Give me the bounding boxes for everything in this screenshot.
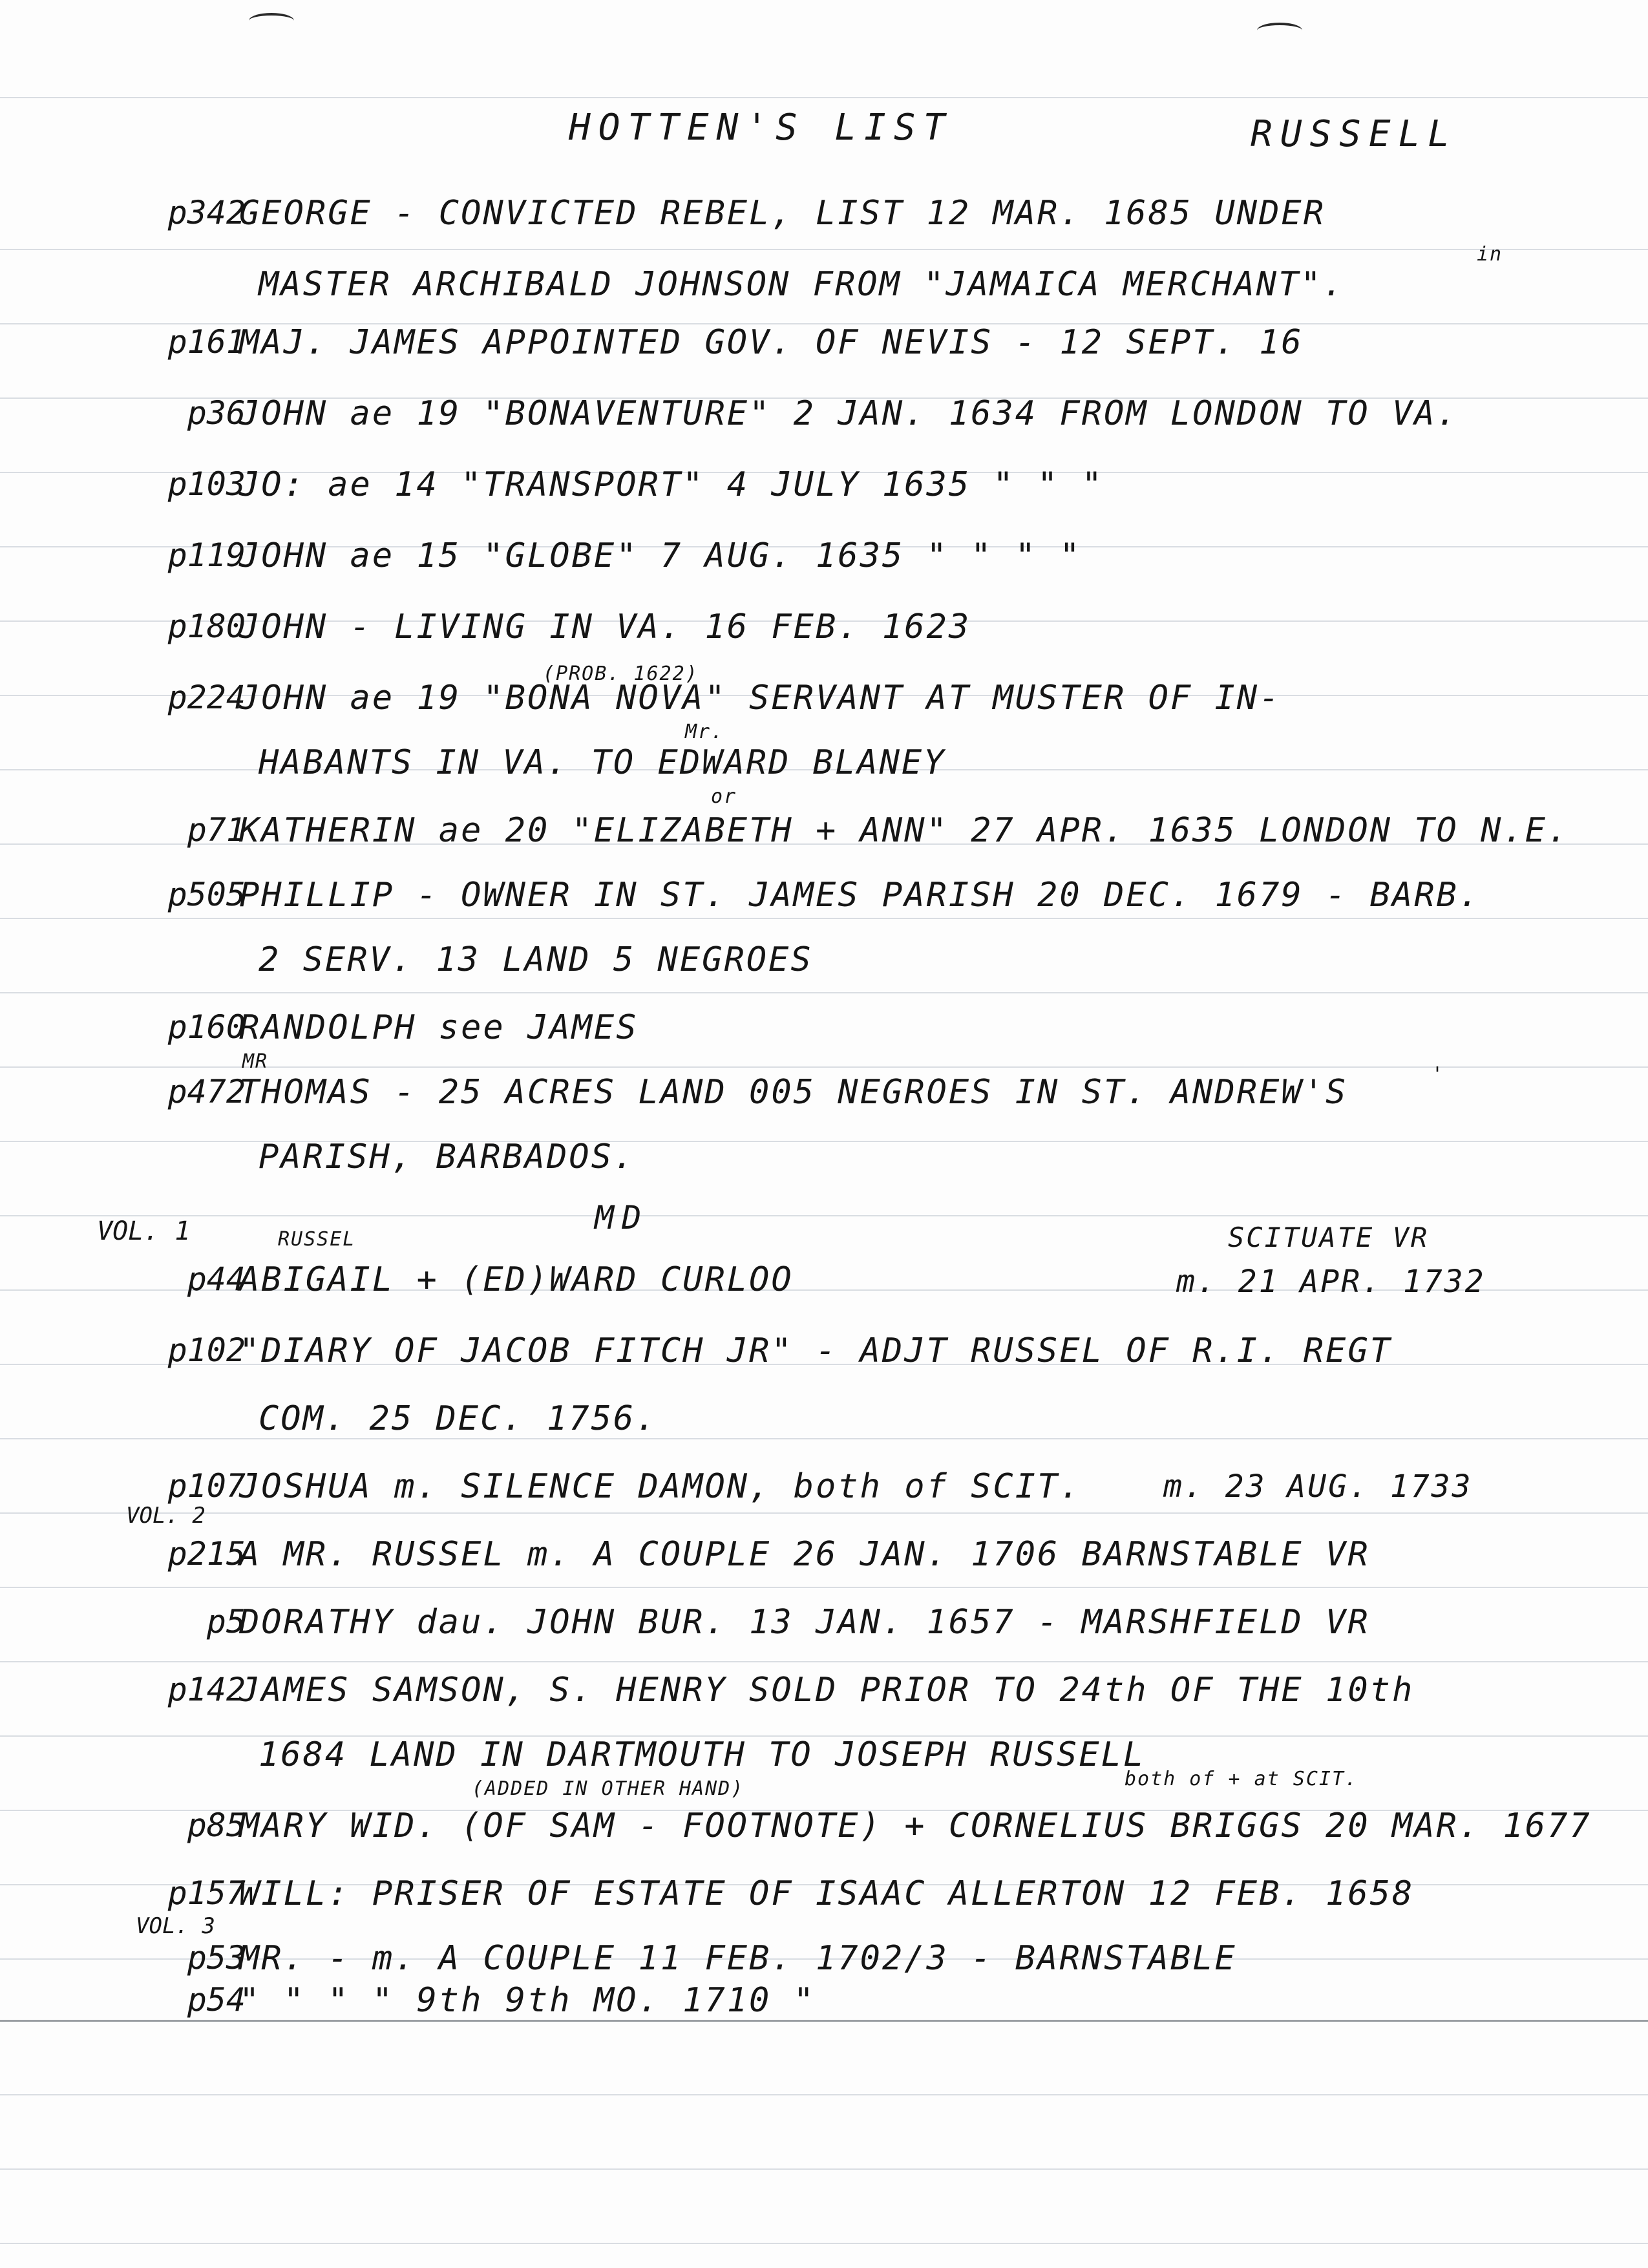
entry-text: JOHN ae 19 "BONA NOVA" SERVANT AT MUSTER OF IN- bbox=[239, 679, 1282, 717]
list-item bbox=[0, 465, 1648, 530]
list-item bbox=[0, 323, 1648, 388]
list-item bbox=[0, 1138, 1648, 1202]
residence-note: both of + at SCIT. bbox=[1125, 1768, 1358, 1790]
page-reference: p215 bbox=[167, 1535, 246, 1573]
entry-text: ABIGAIL + (ED)WARD CURLOO bbox=[239, 1260, 794, 1299]
entry-text: THOMAS - 25 ACRES LAND 005 NEGROES IN ST. ANDREW'S bbox=[239, 1073, 1348, 1112]
entry-text: MASTER ARCHIBALD JOHNSON FROM "JAMAICA MERCHANT". bbox=[259, 265, 1346, 304]
entry-text: JAMES SAMSON, S. HENRY SOLD PRIOR TO 24th OF THE 10th bbox=[239, 1671, 1415, 1710]
page-reference: p71 bbox=[187, 811, 246, 849]
page-reference: p85 bbox=[187, 1807, 246, 1844]
entry-text: MR. - m. A COUPLE 11 FEB. 1702/3 - BARNSTABLE bbox=[239, 1939, 1237, 1978]
entry-text: A MR. RUSSEL m. A COUPLE 26 JAN. 1706 BARNSTABLE VR bbox=[239, 1535, 1370, 1574]
list-item bbox=[0, 1399, 1648, 1464]
page-reference: p505 bbox=[167, 876, 246, 913]
page-reference: p224 bbox=[167, 679, 246, 716]
list-item bbox=[0, 743, 1648, 808]
insertion-note: in bbox=[1477, 243, 1503, 266]
list-item bbox=[0, 1603, 1648, 1668]
page-reference: p160 bbox=[167, 1008, 246, 1046]
ruled-line bbox=[0, 97, 1648, 98]
page-reference: p142 bbox=[167, 1671, 246, 1708]
entry-text: JOHN ae 15 "GLOBE" 7 AUG. 1635 " " " " bbox=[239, 536, 1082, 575]
page-reference: p180 bbox=[167, 608, 246, 645]
ruled-line bbox=[0, 2168, 1648, 2170]
insertion-note: MR bbox=[242, 1050, 269, 1073]
ruled-line bbox=[0, 2243, 1648, 2244]
entry-text: WILL: PRISER OF ESTATE OF ISAAC ALLERTON 12 FEB. 1658 bbox=[239, 1874, 1415, 1913]
volume-label: VOL. 2 bbox=[126, 1503, 206, 1529]
list-item bbox=[0, 679, 1648, 743]
page-reference: p36 bbox=[187, 394, 246, 432]
list-item bbox=[0, 940, 1648, 1005]
insertion-note: or bbox=[711, 785, 737, 808]
binder-mark bbox=[249, 13, 294, 28]
entry-text: JO: ae 14 "TRANSPORT" 4 JULY 1635 " " " bbox=[239, 465, 1104, 504]
entry-text: JOHN - LIVING IN VA. 16 FEB. 1623 bbox=[239, 608, 971, 646]
entry-text: "DIARY OF JACOB FITCH JR" - ADJT RUSSEL OF R.I. REGT bbox=[239, 1331, 1392, 1370]
page-reference: p102 bbox=[167, 1331, 246, 1369]
entry-text: HABANTS IN VA. TO EDWARD BLANEY bbox=[259, 743, 946, 782]
apostrophe-note: ' bbox=[1431, 1063, 1445, 1086]
entry-text: COM. 25 DEC. 1756. bbox=[259, 1399, 658, 1438]
entry-text: JOSHUA m. SILENCE DAMON, both of SCIT. bbox=[239, 1467, 1082, 1506]
entry-text: MARY WID. (OF SAM - FOOTNOTE) + CORNELIUS BRIGGS 20 MAR. 1677 bbox=[239, 1807, 1592, 1845]
ruled-line bbox=[0, 2094, 1648, 2095]
volume-label: VOL. 3 bbox=[136, 1913, 215, 1939]
list-item bbox=[0, 265, 1648, 330]
volume-label: VOL. 1 bbox=[97, 1216, 191, 1246]
entry-text: PHILLIP - OWNER IN ST. JAMES PARISH 20 DEC. 1679 - BARB. bbox=[239, 876, 1481, 915]
list-item bbox=[0, 1735, 1648, 1800]
entry-text: KATHERIN ae 20 "ELIZABETH + ANN" 27 APR. 1635 LONDON TO N.E. bbox=[239, 811, 1570, 850]
entry-text: 1684 LAND IN DARTMOUTH TO JOSEPH RUSSELL bbox=[259, 1735, 1146, 1774]
list-item bbox=[0, 394, 1648, 459]
page-reference: p54 bbox=[187, 1981, 246, 2019]
marriage-date: m. 23 AUG. 1733 bbox=[1163, 1468, 1473, 1505]
binder-mark bbox=[1257, 23, 1302, 38]
page-reference: p472 bbox=[167, 1073, 246, 1110]
list-item bbox=[0, 1671, 1648, 1735]
page-reference: p342 bbox=[167, 194, 246, 231]
ruled-line bbox=[0, 1215, 1648, 1216]
page-reference: p157 bbox=[167, 1874, 246, 1912]
list-item bbox=[0, 194, 1648, 259]
list-item bbox=[0, 876, 1648, 940]
list-item bbox=[0, 1874, 1648, 1939]
page-reference: p5 bbox=[206, 1603, 246, 1640]
page-reference: p107 bbox=[167, 1467, 246, 1505]
added-note: (ADDED IN OTHER HAND) bbox=[472, 1777, 745, 1800]
entry-text: " " " " 9th 9th MO. 1710 " bbox=[239, 1981, 816, 2020]
source-label: SCITUATE VR bbox=[1228, 1222, 1430, 1253]
list-item bbox=[0, 608, 1648, 672]
entry-text: PARISH, BARBADOS. bbox=[259, 1138, 636, 1176]
page-reference: p119 bbox=[167, 536, 246, 574]
insertion-note: Mr. bbox=[685, 721, 724, 743]
page-reference: p103 bbox=[167, 465, 246, 503]
list-item bbox=[0, 811, 1648, 876]
surname-heading: RUSSELL bbox=[1251, 113, 1458, 155]
entry-text: JOHN ae 19 "BONAVENTURE" 2 JAN. 1634 FROM LONDON TO VA. bbox=[239, 394, 1459, 433]
list-item bbox=[0, 1981, 1648, 2046]
entry-text: GEORGE - CONVICTED REBEL, LIST 12 MAR. 1685 UNDER bbox=[239, 194, 1326, 233]
marriage-date: m. 21 APR. 1732 bbox=[1176, 1264, 1486, 1300]
list-item bbox=[0, 1331, 1648, 1396]
surname-note: RUSSEL bbox=[278, 1228, 356, 1251]
list-item bbox=[0, 1073, 1648, 1138]
probable-date-note: (PROB. 1622) bbox=[543, 662, 699, 685]
entry-text: MAJ. JAMES APPOINTED GOV. OF NEVIS - 12 SEPT. 16 bbox=[239, 323, 1304, 362]
entry-text: 2 SERV. 13 LAND 5 NEGROES bbox=[259, 940, 813, 979]
list-item bbox=[0, 1807, 1648, 1871]
page-reference: p44 bbox=[187, 1260, 246, 1298]
list-item bbox=[0, 536, 1648, 601]
page-title: HOTTEN'S LIST bbox=[569, 107, 953, 149]
section-heading: MD bbox=[595, 1199, 650, 1236]
list-item bbox=[0, 1535, 1648, 1600]
entry-text: RANDOLPH see JAMES bbox=[239, 1008, 639, 1047]
page-reference: p53 bbox=[187, 1939, 246, 1977]
entry-text: DORATHY dau. JOHN BUR. 13 JAN. 1657 - MARSHFIELD VR bbox=[239, 1603, 1370, 1642]
page-reference: p161 bbox=[167, 323, 246, 361]
